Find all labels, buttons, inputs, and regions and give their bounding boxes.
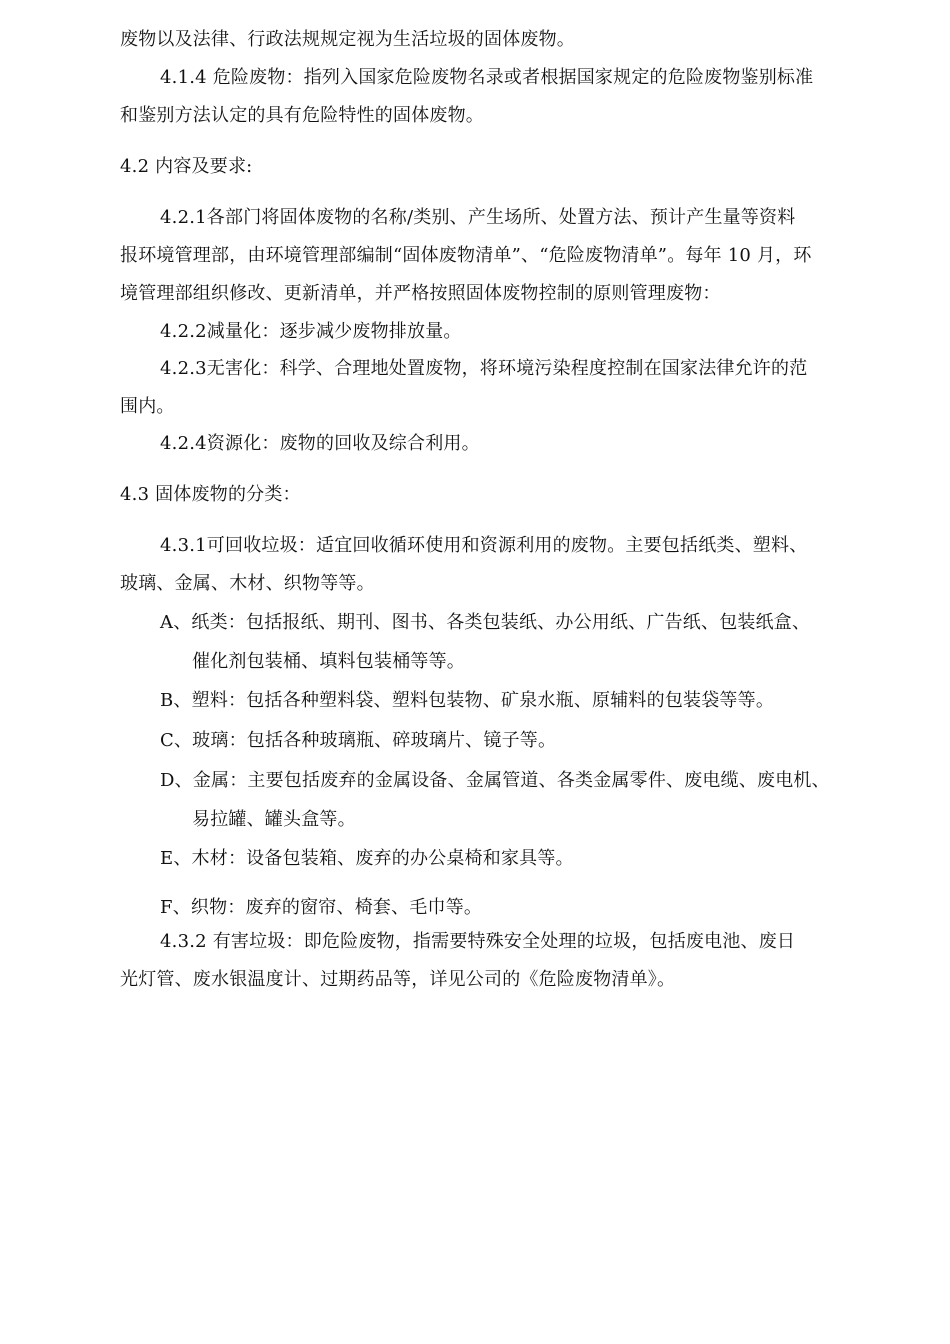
- text-line: 围内。: [120, 396, 175, 417]
- section-4-3-2: 4.3.2 有害垃圾：即危险废物，指需要特殊安全处理的垃圾，包括废电池、废日: [160, 931, 796, 952]
- section-heading-4-3: 4.3 固体废物的分类：: [120, 484, 301, 505]
- list-item-f: F、织物：废弃的窗帘、椅套、毛巾等。: [160, 897, 483, 918]
- text-line: 光灯管、废水银温度计、过期药品等，详见公司的《危险废物清单》。: [120, 969, 676, 990]
- text-line: 报环境管理部，由环境管理部编制“固体废物清单”、“危险废物清单”。每年 10 月，环: [120, 245, 812, 266]
- text-line: 和鉴别方法认定的具有危险特性的固体废物。: [120, 105, 484, 126]
- section-heading-4-2: 4.2 内容及要求:: [120, 156, 253, 177]
- text-line: 境管理部组织修改、更新清单，并严格按照固体废物控制的原则管理废物：: [120, 283, 721, 304]
- list-item-a: A、纸类：包括报纸、期刊、图书、各类包装纸、办公用纸、广告纸、包装纸盒、: [160, 612, 811, 633]
- list-item-a-continued: 催化剂包装桶、填料包装桶等等。: [192, 651, 465, 672]
- section-4-3-1: 4.3.1可回收垃圾：适宜回收循环使用和资源利用的废物。主要包括纸类、塑料、: [160, 535, 808, 556]
- list-item-e: E、木材：设备包装箱、废弃的办公桌椅和家具等。: [160, 848, 574, 869]
- list-item-c: C、玻璃：包括各种玻璃瓶、碎玻璃片、镜子等。: [160, 730, 557, 751]
- section-4-2-2: 4.2.2减量化：逐步减少废物排放量。: [160, 321, 462, 342]
- list-item-b: B、塑料：包括各种塑料袋、塑料包装物、矿泉水瓶、原辅料的包装袋等等。: [160, 690, 775, 711]
- section-4-1-4: 4.1.4 危险废物：指列入国家危险废物名录或者根据国家规定的危险废物鉴别标准: [160, 67, 814, 88]
- text-line: 玻璃、金属、木材、织物等等。: [120, 573, 375, 594]
- section-4-2-1: 4.2.1各部门将固体废物的名称/类别、产生场所、处置方法、预计产生量等资料: [160, 207, 796, 228]
- list-item-d: D、金属：主要包括废弃的金属设备、金属管道、各类金属零件、废电缆、废电机、: [160, 770, 830, 791]
- list-item-d-continued: 易拉罐、罐头盒等。: [192, 809, 356, 830]
- section-4-2-4: 4.2.4资源化：废物的回收及综合利用。: [160, 433, 480, 454]
- text-line: 废物以及法律、行政法规规定视为生活垃圾的固体废物。: [120, 29, 575, 50]
- section-4-2-3: 4.2.3无害化：科学、合理地处置废物，将环境污染程度控制在国家法律允许的范: [160, 358, 808, 379]
